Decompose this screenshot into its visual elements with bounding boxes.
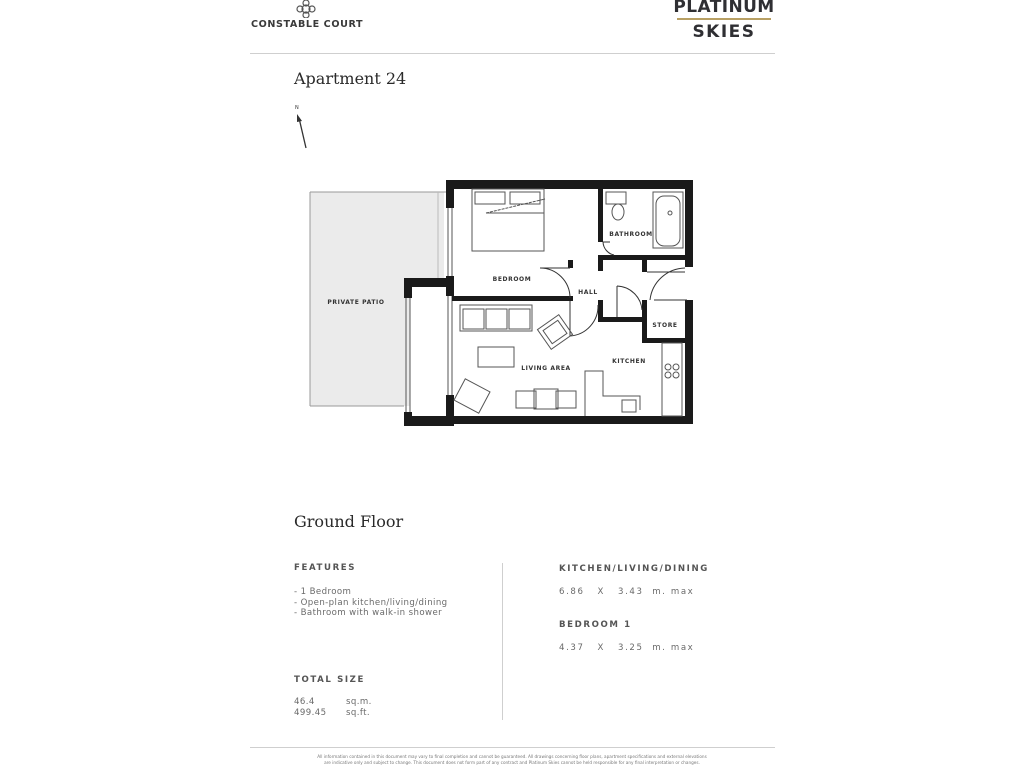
room-label-living-area: LIVING AREA	[521, 365, 571, 372]
bedroom-1-dimensions: 4.37 X 3.25 m. max	[559, 643, 695, 653]
feature-item: - Open-plan kitchen/living/dining	[294, 597, 448, 608]
total-sqm-unit: sq.m.	[346, 697, 372, 707]
room-label-private-patio: PRIVATE PATIO	[327, 299, 385, 306]
kitchen-living-dining-dimensions: 6.86 X 3.43 m. max	[559, 587, 695, 597]
total-size-heading: TOTAL SIZE	[294, 675, 365, 685]
room-label-bathroom: BATHROOM	[609, 231, 653, 238]
room-label-kitchen: KITCHEN	[612, 358, 646, 365]
disclaimer-line-1: All information contained in this document may vary to final completion and cannot be guaranteed. All drawings concerning floor plans, apartment specifications and external elevations	[317, 754, 707, 759]
feature-item: - 1 Bedroom	[294, 587, 352, 597]
disclaimer-line-2: are indicative only and subject to change. This document does not form part of any contract and Platinum Skies cannot be held responsible for any final interpretation or changes.	[324, 760, 700, 765]
development-name: CONSTABLE COURT	[251, 19, 364, 30]
total-sqft-unit: sq.ft.	[346, 707, 371, 718]
disclaimer	[262, 754, 762, 766]
north-arrow	[295, 105, 306, 148]
room-label-store: STORE	[652, 322, 678, 329]
column-divider	[502, 563, 503, 720]
total-size-values	[294, 697, 372, 718]
brand-line-2: SKIES	[692, 22, 756, 42]
floor-label: Ground Floor	[294, 512, 404, 531]
bedroom-1-heading: BEDROOM 1	[559, 620, 632, 630]
apartment-title: Apartment 24	[294, 69, 407, 88]
total-sqft-value: 499.45	[294, 707, 327, 718]
brand-line-1: PLATINUM	[673, 0, 775, 17]
feature-item: - Bathroom with walk-in shower	[294, 608, 443, 618]
kitchen-living-dining-heading: KITCHEN/LIVING/DINING	[559, 564, 709, 574]
total-sqm-value: 46.4	[294, 697, 315, 707]
footer-divider	[250, 747, 775, 748]
north-label: N	[295, 105, 299, 111]
features-list	[294, 587, 448, 619]
room-label-hall: HALL	[578, 289, 598, 296]
features-heading: FEATURES	[294, 563, 357, 573]
room-label-bedroom: BEDROOM	[492, 276, 532, 283]
